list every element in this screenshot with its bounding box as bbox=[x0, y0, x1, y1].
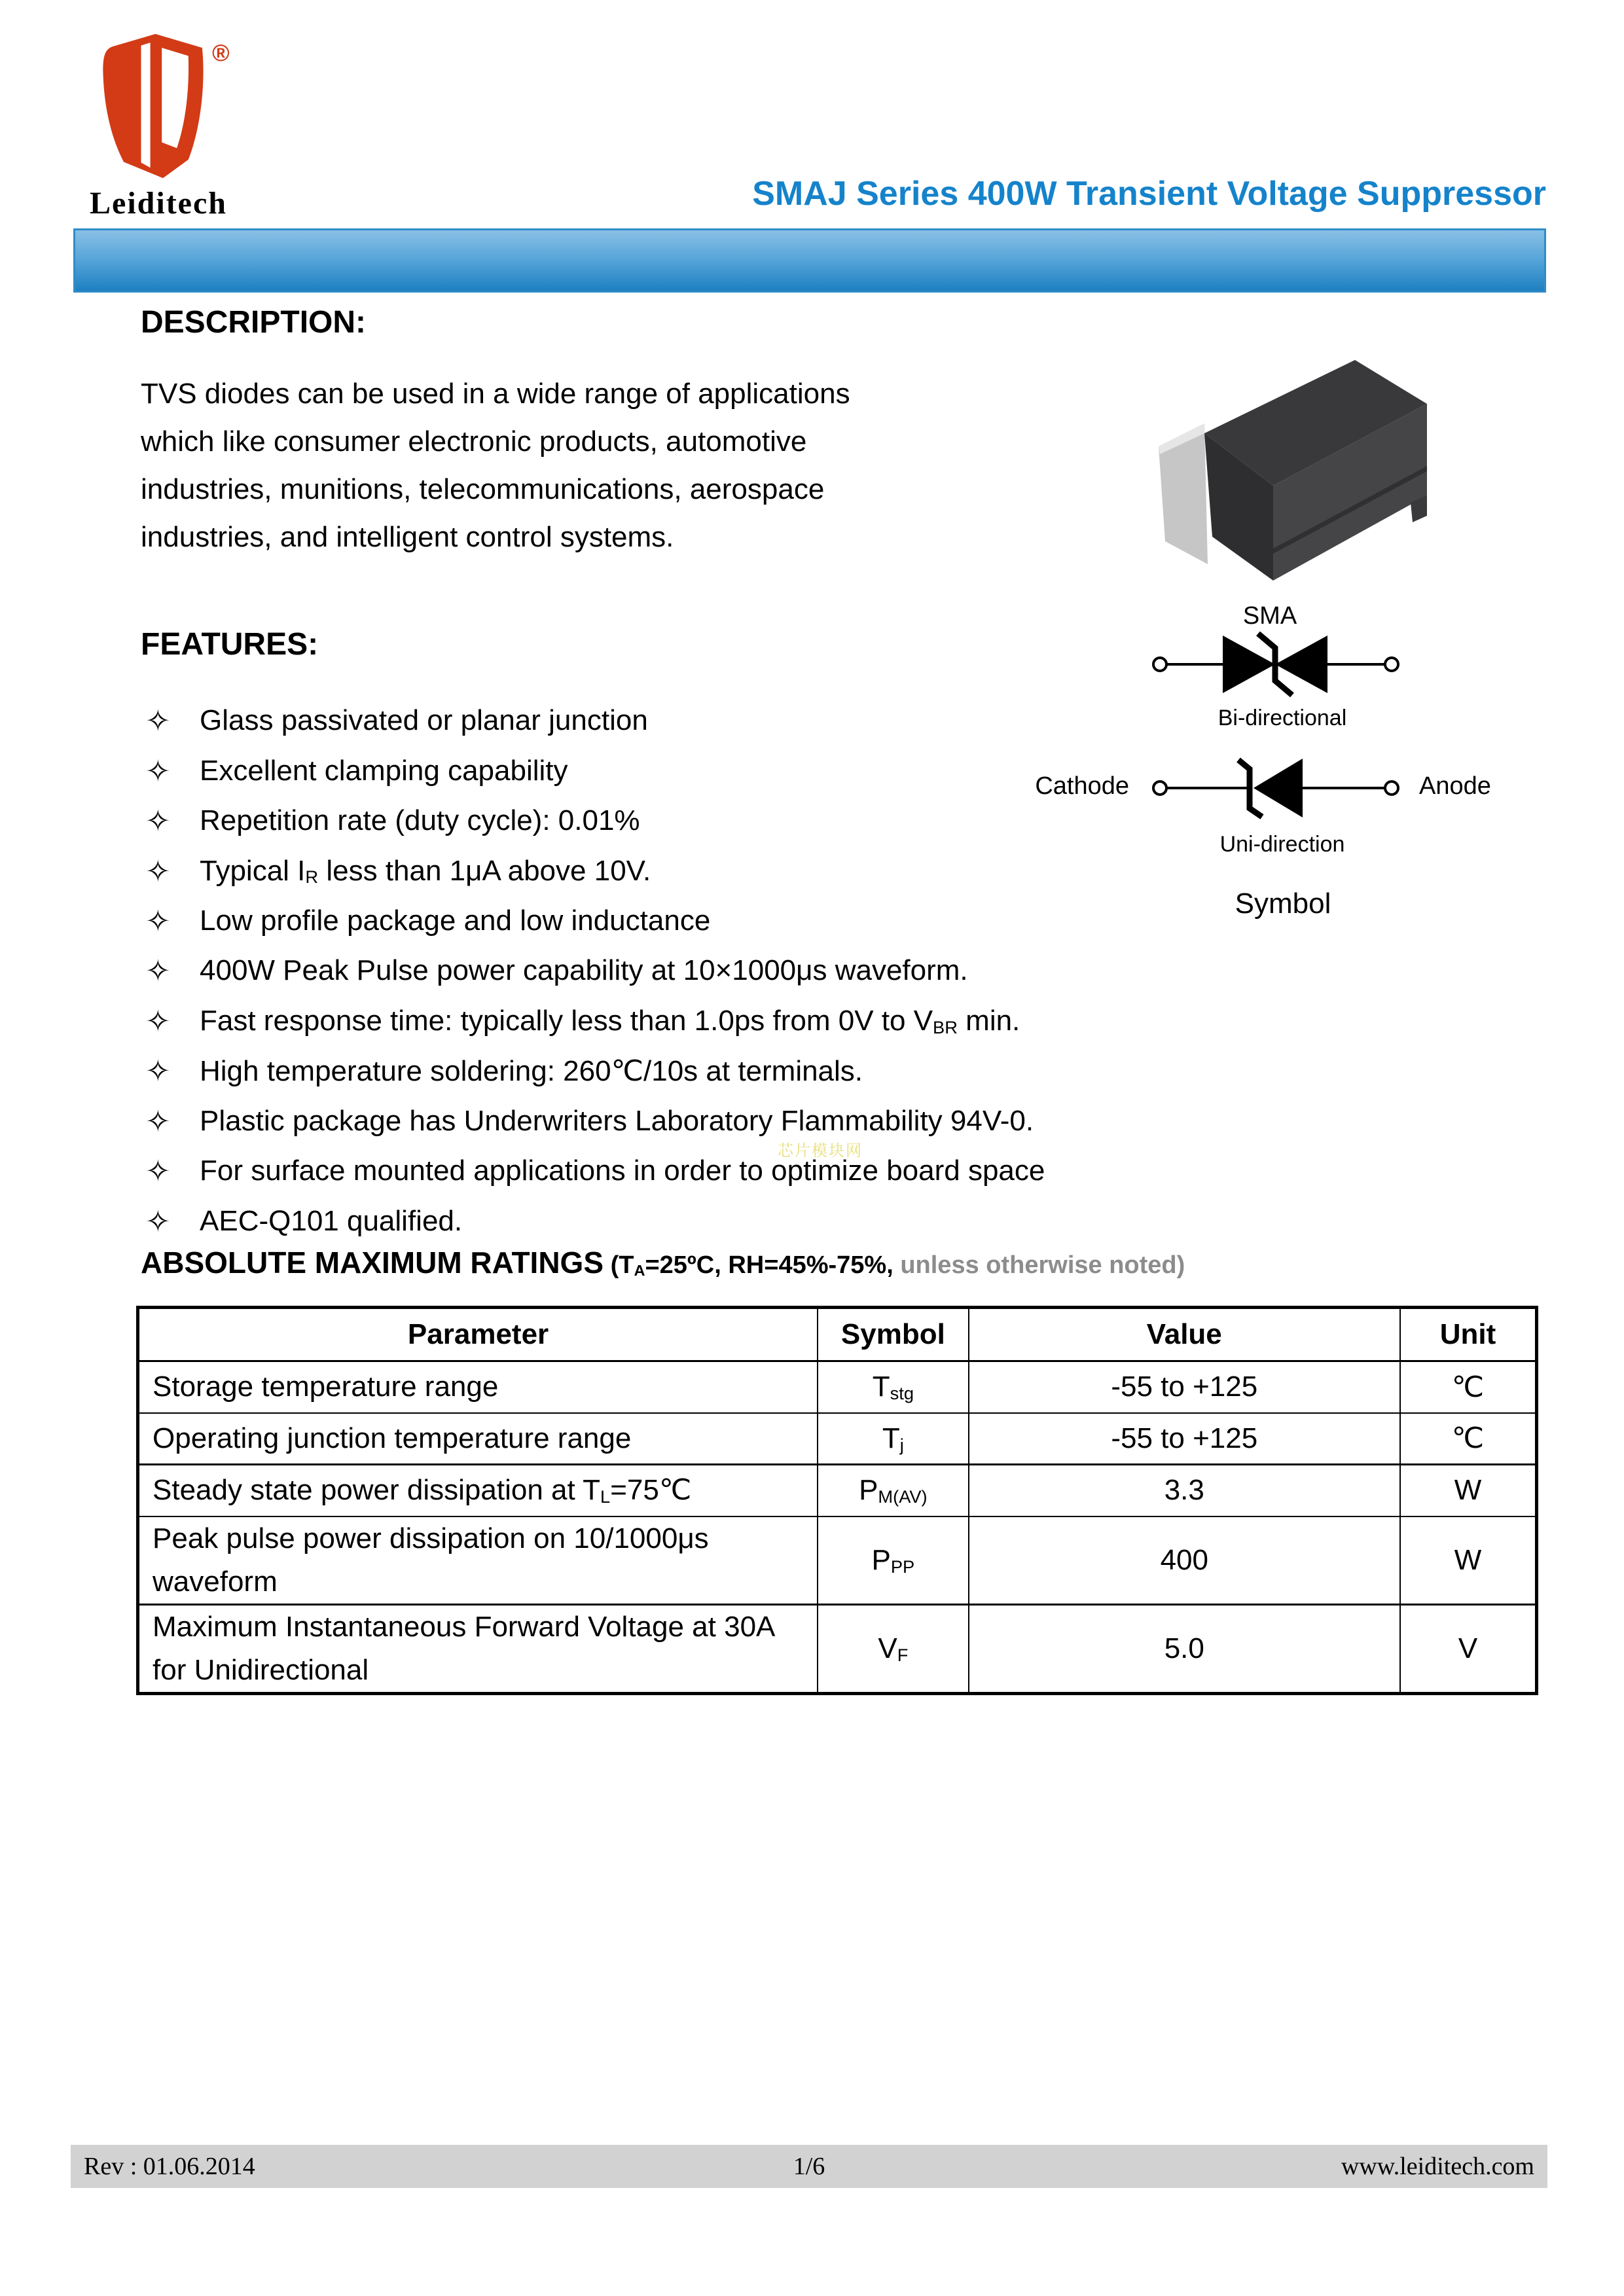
table-row bbox=[139, 1361, 1536, 1413]
site-watermark: 芯片模块网 bbox=[778, 1142, 863, 1160]
description-paragraph bbox=[141, 370, 1031, 561]
feature-item bbox=[145, 946, 1045, 996]
bidirectional-label: Bi-directional bbox=[1218, 706, 1347, 730]
unit-cell: W bbox=[1400, 1516, 1536, 1605]
parameter-cell: Steady state power dissipation at $T_L=75℃$ bbox=[139, 1464, 818, 1516]
ratings-heading-bold: ABSOLUTE MAXIMUM RATINGS bbox=[141, 1246, 604, 1280]
ratings-table bbox=[136, 1306, 1538, 1695]
value-cell: 3.3 bbox=[969, 1464, 1400, 1516]
feature-text: Repetition rate (duty cycle): 0.01% bbox=[200, 804, 640, 837]
parameter-cell: Operating junction temperature range bbox=[139, 1413, 818, 1464]
parameter-cell: Peak pulse power dissipation on 10/1000μs waveform bbox=[139, 1516, 818, 1605]
table-column-header: Unit bbox=[1400, 1308, 1536, 1361]
feature-item bbox=[145, 796, 1045, 846]
feature-item bbox=[145, 846, 1045, 895]
value-cell: -55 to +125 bbox=[969, 1361, 1400, 1413]
diamond-bullet-icon: ✧ bbox=[145, 1003, 171, 1038]
page-number: 1/6 bbox=[793, 2153, 825, 2180]
diamond-bullet-icon: ✧ bbox=[145, 753, 171, 788]
feature-text: High temperature soldering: 260℃/10s at terminals. bbox=[200, 1054, 863, 1087]
cathode-label: Cathode bbox=[1035, 772, 1129, 800]
unit-cell: ℃ bbox=[1400, 1361, 1536, 1413]
features-list bbox=[145, 696, 1045, 1246]
feature-item bbox=[145, 996, 1045, 1046]
parameter-cell: Maximum Instantaneous Forward Voltage at 30A for Unidirectional bbox=[139, 1605, 818, 1693]
symbol-cell: $T_{stg}$ bbox=[818, 1361, 968, 1413]
value-cell: 400 bbox=[969, 1516, 1400, 1605]
feature-text: Plastic package has Underwriters Laboratory Flammability 94V-0. bbox=[200, 1104, 1034, 1137]
anode-label: Anode bbox=[1419, 772, 1491, 800]
unit-cell: ℃ bbox=[1400, 1413, 1536, 1464]
feature-text: 400W Peak Pulse power capability at 10×1000μs waveform. bbox=[200, 954, 968, 987]
ratings-note: unless otherwise noted) bbox=[900, 1251, 1185, 1279]
feature-text: For surface mounted applications in order to optimize board space bbox=[200, 1155, 1045, 1187]
unit-cell: W bbox=[1400, 1464, 1536, 1516]
value-cell: -55 to +125 bbox=[969, 1413, 1400, 1464]
feature-item bbox=[145, 1096, 1045, 1146]
unidirectional-label: Uni-direction bbox=[1219, 832, 1345, 857]
symbol-cell: $T_j$ bbox=[818, 1413, 968, 1464]
table-row bbox=[139, 1413, 1536, 1464]
website-url: www.leiditech.com bbox=[1341, 2153, 1534, 2180]
leiditech-logo-icon bbox=[95, 27, 216, 185]
diamond-bullet-icon: ✧ bbox=[145, 1154, 171, 1189]
diamond-bullet-icon: ✧ bbox=[145, 1054, 171, 1088]
feature-text: AEC-Q101 qualified. bbox=[200, 1204, 463, 1237]
feature-text: Excellent clamping capability bbox=[200, 754, 568, 787]
feature-item bbox=[145, 745, 1045, 795]
table-header-row bbox=[139, 1308, 1536, 1361]
table-column-header: Symbol bbox=[818, 1308, 968, 1361]
feature-item bbox=[145, 1146, 1045, 1196]
symbol-cell: $V_F$ bbox=[818, 1605, 968, 1693]
description-line: which like consumer electronic products, automotive bbox=[141, 425, 807, 457]
description-line: industries, and intelligent control systems. bbox=[141, 520, 674, 553]
description-heading: DESCRIPTION: bbox=[141, 305, 367, 340]
feature-item bbox=[145, 1196, 1045, 1246]
features-heading: FEATURES: bbox=[141, 627, 319, 662]
page-title: SMAJ Series 400W Transient Voltage Suppressor bbox=[752, 175, 1546, 213]
table-row bbox=[139, 1516, 1536, 1605]
package-name-label: SMA bbox=[1242, 602, 1297, 630]
diamond-bullet-icon: ✧ bbox=[145, 954, 171, 988]
diamond-bullet-icon: ✧ bbox=[145, 853, 171, 888]
diamond-bullet-icon: ✧ bbox=[145, 804, 171, 838]
feature-text: Glass passivated or planar junction bbox=[200, 704, 648, 737]
diamond-bullet-icon: ✧ bbox=[145, 704, 171, 738]
registered-trademark-icon: ® bbox=[212, 39, 230, 66]
table-row bbox=[139, 1605, 1536, 1693]
ratings-heading bbox=[141, 1245, 1185, 1280]
table-column-header: Parameter bbox=[139, 1308, 818, 1361]
feature-item bbox=[145, 896, 1045, 946]
ratings-conditions: ($T_A=25ºC$, RH=45%-75%, bbox=[604, 1251, 901, 1280]
value-cell: 5.0 bbox=[969, 1605, 1400, 1693]
feature-item bbox=[145, 1046, 1045, 1096]
revision-label: Rev : 01.06.2014 bbox=[84, 2153, 255, 2180]
symbol-cell: $P_{PP}$ bbox=[818, 1516, 968, 1605]
feature-text: Typical $I_R$ less than 1μA above 10V. bbox=[200, 854, 651, 888]
page-footer bbox=[71, 2145, 1547, 2188]
sma-package-image bbox=[1139, 355, 1434, 590]
parameter-cell: Storage temperature range bbox=[139, 1361, 818, 1413]
symbol-cell: $P_{M(AV)}$ bbox=[818, 1464, 968, 1516]
table-column-header: Value bbox=[969, 1308, 1400, 1361]
diamond-bullet-icon: ✧ bbox=[145, 1103, 171, 1138]
description-line: TVS diodes can be used in a wide range of applications bbox=[141, 377, 850, 410]
unit-cell: V bbox=[1400, 1605, 1536, 1693]
feature-text: Fast response time: typically less than 1.0ps from 0V to $V_{BR}$ min. bbox=[200, 1004, 1020, 1037]
description-line: industries, munitions, telecommunications, aerospace bbox=[141, 473, 825, 505]
feature-item bbox=[145, 696, 1045, 745]
diamond-bullet-icon: ✧ bbox=[145, 1204, 171, 1238]
table-row bbox=[139, 1464, 1536, 1516]
diamond-bullet-icon: ✧ bbox=[145, 903, 171, 938]
symbol-figure-caption: Symbol bbox=[1235, 888, 1331, 920]
header-divider-bar bbox=[73, 228, 1546, 293]
logo-text: Leiditech bbox=[90, 186, 227, 221]
feature-text: Low profile package and low inductance bbox=[200, 904, 711, 937]
